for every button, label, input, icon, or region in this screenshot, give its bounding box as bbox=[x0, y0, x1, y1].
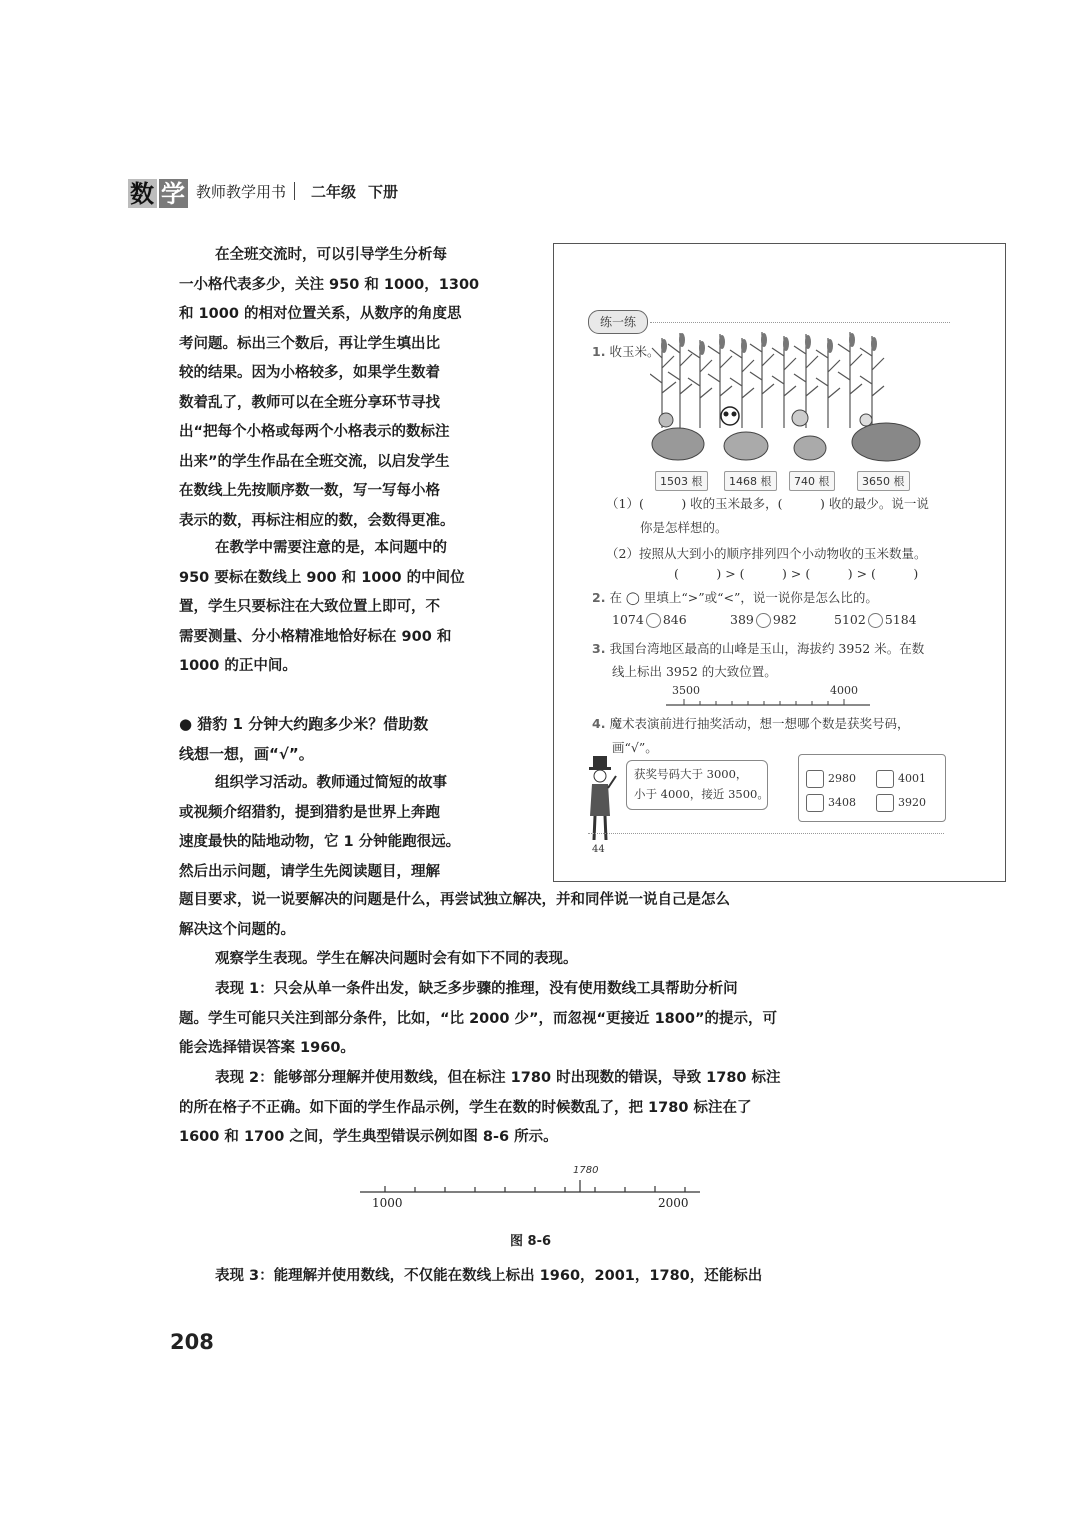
compare-circle-2 bbox=[756, 613, 771, 628]
option-checkbox-4[interactable] bbox=[876, 794, 894, 812]
option-checkbox-3[interactable] bbox=[806, 794, 824, 812]
bullet-question: ● 猎豹 1 分钟大约跑多少米？借助数 线想一想，画“√”。 bbox=[179, 715, 429, 763]
corn-pile-3 bbox=[794, 436, 826, 460]
compare-circle-1 bbox=[646, 613, 661, 628]
practice-badge: 练一练 bbox=[588, 310, 648, 334]
paragraph-observe: 观察学生表现。学生在解决问题时会有如下不同的表现。 bbox=[215, 951, 578, 967]
speech-line-2: 小于 4000，接近 3500。 bbox=[634, 787, 769, 801]
option-label-1: 2980 bbox=[828, 772, 856, 785]
option-label-2: 4001 bbox=[898, 772, 926, 785]
corn-stalks bbox=[650, 332, 884, 428]
q2-item-3: 5102 5184 bbox=[834, 612, 917, 627]
q1-title: 1. 收玉米。 bbox=[592, 344, 660, 359]
inset-page-number: 44 bbox=[592, 844, 605, 855]
number-line-left-label: 1000 bbox=[372, 1196, 403, 1210]
q2-item-1: 1074 846 bbox=[612, 612, 687, 627]
grade-label: 二年级 bbox=[311, 182, 357, 201]
q1-sub1b: 你是怎样想的。 bbox=[640, 520, 728, 535]
magician-illustration bbox=[584, 754, 618, 844]
corn-ears bbox=[661, 333, 877, 355]
page-number: 208 bbox=[170, 1330, 214, 1354]
figure-number-line bbox=[355, 1165, 705, 1215]
q3-title-2: 线上标出 3952 的大致位置。 bbox=[612, 664, 777, 679]
pile-label-1: 1503 根 bbox=[655, 471, 708, 491]
paragraph-activity-cont: 题目要求，说一说要解决的问题是什么，再尝试独立解决，并和同伴说一说自己是怎么 解决这个问题的。 bbox=[179, 892, 730, 938]
number-line-right-label: 2000 bbox=[658, 1196, 689, 1210]
paragraph-analysis: 在全班交流时，可以引导学生分析每 一小格代表多少，关注 950 和 1000，1300 和 1000 的相对位置关系，从数序的角度思 考问题。标出三个数后，再让学生填出比 较的结果。因为小格较多，如果学生数着 数着乱了，教师可以在全班分享环节寻找 出“把每个小格或每两个小格表示的数标注 出来”的学生作品在全班交流，以启发学生 在数线上先按顺序数一数，写一写每小格 表示的数，再标注相应的数，会数得更准。 bbox=[179, 247, 480, 529]
paragraph-performance-2: 表现 2：能够部分理解并使用数线，但在标注 1780 时出现数的错误，导致 1780 标注 的所在格子不正确。如下面的学生作品示例，学生在数的时候数乱了，把 1780 标注在了 1600 和 1700 之间，学生典型错误示例如图 8-6 所示。 bbox=[179, 1070, 781, 1145]
speech-line-1: 获奖号码大于 3000， bbox=[634, 767, 748, 781]
corn-pile-1 bbox=[652, 428, 704, 460]
textbook-inset bbox=[553, 243, 1006, 882]
option-label-3: 3408 bbox=[828, 796, 856, 809]
running-header bbox=[128, 176, 398, 206]
paragraph-activity: 组织学习活动。教师通过简短的故事 或视频介绍猎豹，提到猎豹是世界上奔跑 速度最快的陆地动物，它 1 分钟能跑很远。 然后出示问题，请学生先阅读题目，理解 bbox=[179, 775, 461, 880]
q2-item-2: 389 982 bbox=[730, 612, 797, 627]
q2-title: 2. 在 ◯ 里填上“>”或“<”，说一说你是怎么比的。 bbox=[592, 590, 878, 605]
book-subtitle: 教师教学用书 bbox=[196, 182, 287, 201]
pile-label-3: 740 根 bbox=[789, 471, 835, 491]
q3-title: 3. 我国台湾地区最高的山峰是玉山，海拔约 3952 米。在数 bbox=[592, 641, 925, 656]
pile-label-4: 3650 根 bbox=[857, 471, 910, 491]
subject-logo: 数 学 bbox=[130, 178, 186, 208]
volume-label: 下册 bbox=[368, 182, 399, 201]
q3-number-line bbox=[664, 697, 874, 709]
handwritten-mark: 1780 bbox=[573, 1165, 599, 1176]
number-line-svg bbox=[355, 1165, 705, 1215]
q3-right-label: 4000 bbox=[830, 684, 858, 697]
q1-sub1: （1）( ) 收的玉米最多，( ) 收的最少。说一说 bbox=[606, 496, 929, 511]
option-checkbox-2[interactable] bbox=[876, 770, 894, 788]
badge-dotted-rule bbox=[650, 322, 950, 323]
figure-caption: 图 8-6 bbox=[510, 1234, 552, 1249]
corn-pile-2 bbox=[724, 432, 768, 460]
q4-title: 4. 魔术表演前进行抽奖活动，想一想哪个数是获奖号码， bbox=[592, 716, 910, 731]
paragraph-performance-3: 表现 3：能理解并使用数线，不仅能在数线上标出 1960，2001，1780，还能标出 bbox=[215, 1268, 763, 1284]
corn-pile-4 bbox=[852, 423, 920, 461]
pile-label-2: 1468 根 bbox=[724, 471, 777, 491]
paragraph-performance-1: 表现 1：只会从单一条件出发，缺乏多步骤的推理，没有使用数线工具帮助分析问 题。学生可能只关注到部分条件，比如，“比 2000 少”，而忽视“更接近 1800”的提示，可 能会选择错误答案 1960。 bbox=[179, 981, 777, 1056]
number-line-ticks bbox=[385, 1180, 685, 1192]
paragraph-note: 在教学中需要注意的是，本问题中的 950 要标在数线上 900 和 1000 的中间位 置，学生只要标注在大致位置上即可，不 需要测量、分小格精准地恰好标在 900 和 1000 的正中间。 bbox=[179, 540, 465, 674]
inset-bottom-rule bbox=[588, 833, 944, 834]
q1-sub2-blanks: ( ) > ( ) > ( ) > ( ) bbox=[674, 566, 919, 581]
corn-piles bbox=[650, 420, 946, 462]
option-label-4: 3920 bbox=[898, 796, 926, 809]
q1-sub2: （2）按照从大到小的顺序排列四个小动物收的玉米数量。 bbox=[606, 546, 927, 561]
q4-title-2: 画“√”。 bbox=[612, 740, 658, 755]
header-divider bbox=[294, 182, 295, 200]
compare-circle-3 bbox=[868, 613, 883, 628]
option-checkbox-1[interactable] bbox=[806, 770, 824, 788]
q3-left-label: 3500 bbox=[672, 684, 700, 697]
